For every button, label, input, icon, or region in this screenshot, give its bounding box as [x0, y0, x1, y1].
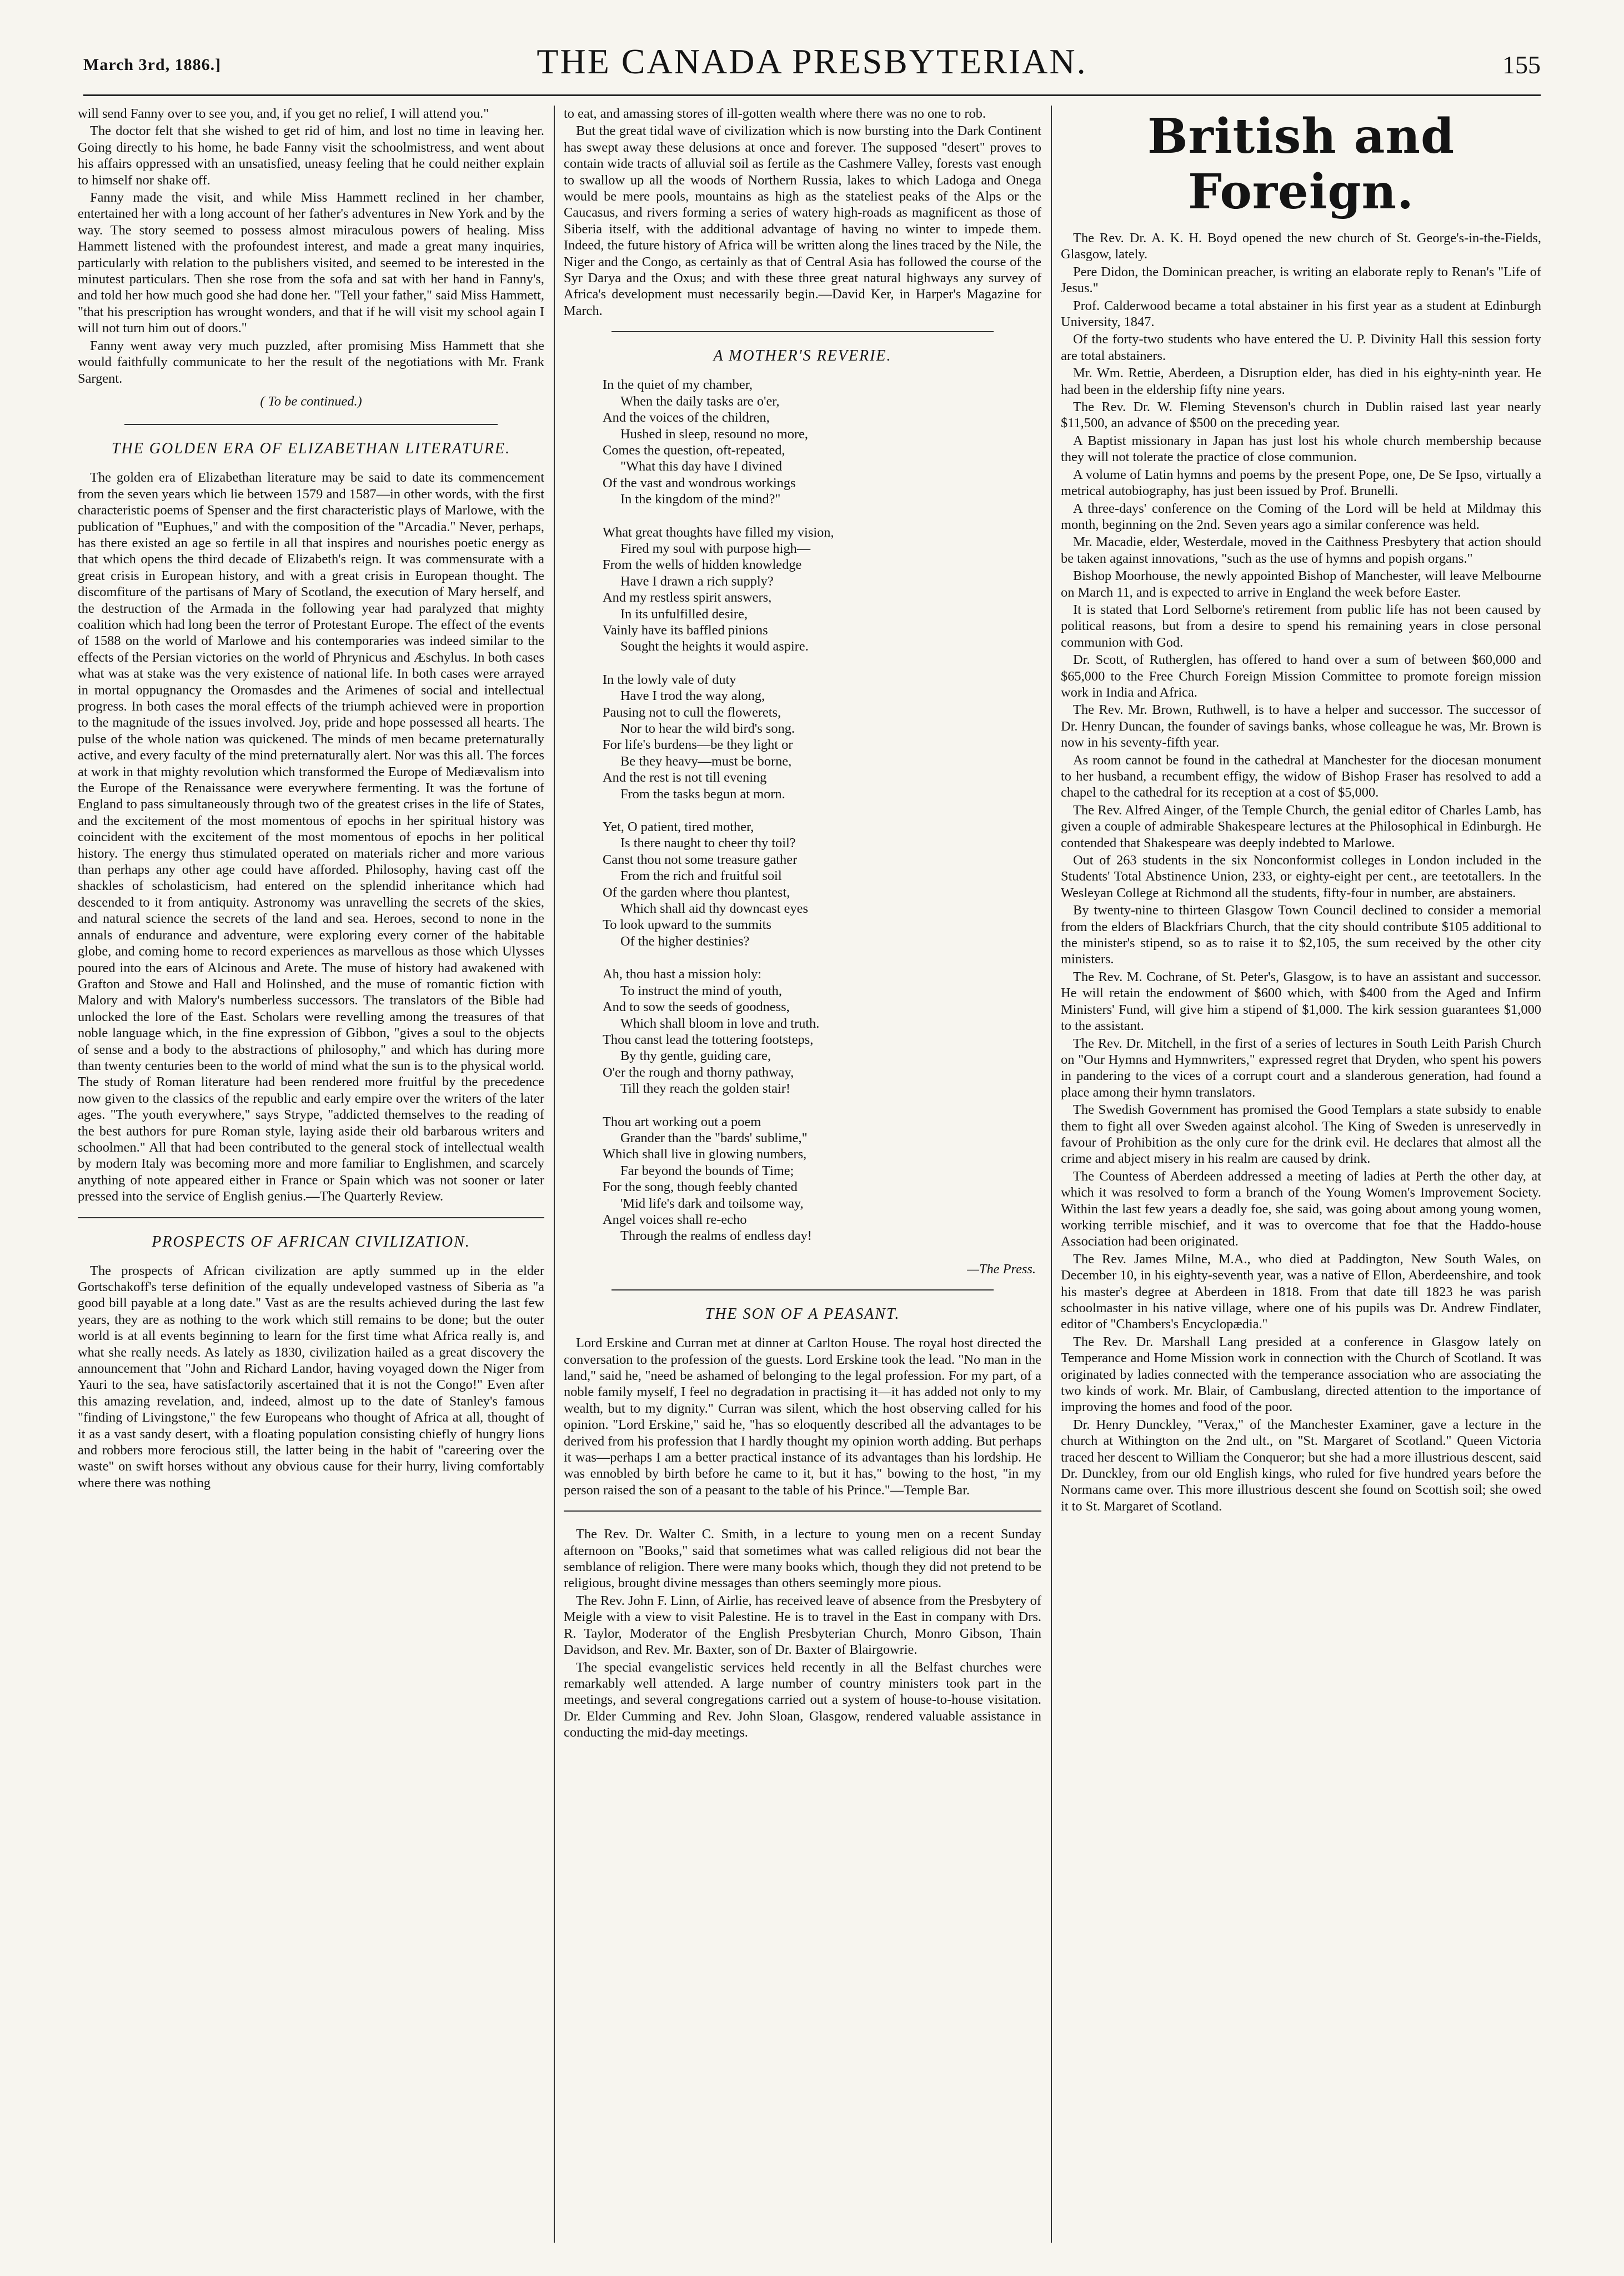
poem-line: Vainly have its baffled pinions	[603, 622, 768, 638]
news-item: The Rev. M. Cochrane, of St. Peter's, Glasgow, is to have an assistant and successor. He will retain the endowment of $600 which, with $400 from the Aged and Infirm Ministers' Fund, will give him a stipend of $1,000. The kirk session guarantees $1,000 to the assistant.	[1061, 969, 1541, 1034]
poem-line: And the voices of the children,	[603, 410, 770, 426]
news-item: Of the forty-two students who have entered the U. P. Divinity Hall this session forty are total abstainers.	[1061, 332, 1541, 363]
news-item: By twenty-nine to thirteen Glasgow Town Council declined to consider a memorial from the elders of Blackfriars Church, that the city should contribute $105 additional to the minister's stipend, so as to raise it to $2,105, the sum received by the other city ministers.	[1061, 903, 1541, 967]
section-divider	[78, 1217, 544, 1218]
poem-line: From the wells of hidden knowledge	[603, 557, 802, 573]
news-item: A three-days' conference on the Coming of the Lord will be held at Mildmay this month, beginning on the 2nd. Seven years ago a similar conference was held.	[1061, 501, 1541, 532]
peasant-title: THE SON OF A PEASANT.	[705, 1305, 900, 1323]
news-item: The Rev. Dr. A. K. H. Boyd opened the new church of St. George's-in-the-Fields, Glasgow, lately.	[1061, 231, 1541, 262]
news-item: The Rev. Dr. Mitchell, in the first of a series of lectures in South Leith Parish Church on "Our Hymns and Hymnwriters," expressed regret that Dryden, who spent his powers in pandering to the vices of a corrupt court and a slanderous generation, had found a place among their hymn translators.	[1061, 1036, 1541, 1100]
poem-line: O'er the rough and thorny pathway,	[603, 1064, 794, 1080]
poem-attribution: —The Press.	[967, 1261, 1036, 1277]
poem	[603, 377, 1041, 1244]
news-paragraph: The Rev. John F. Linn, of Airlie, has received leave of absence from the Presbytery of Meigle with a view to visit Palestine. He is to travel in the East in company with Drs. R. Taylor, Moderator of the English Presbyterian Church, Monro Gibson, Thain Davidson, and Rev. Mr. Baxter, son of Dr. Baxter of Blairgowrie.	[564, 1593, 1041, 1658]
poem-line: Of the garden where thou plantest,	[603, 884, 790, 900]
poem-line: Is there naught to cheer thy toil?	[620, 836, 796, 851]
poem-stanza	[603, 524, 1041, 655]
section-divider	[564, 1510, 1041, 1512]
poem-line: What great thoughts have filled my vision,	[603, 524, 834, 540]
poem-line: Grander than the "bards' sublime,"	[620, 1130, 808, 1145]
poem-line: Pausing not to cull the flowerets,	[603, 704, 781, 720]
poem-line: And to sow the seeds of goodness,	[603, 999, 790, 1015]
story-paragraph: will send Fanny over to see you, and, if you get no relief, I will attend you."	[78, 106, 489, 121]
news-item: The Rev. Dr. Marshall Lang presided at a conference in Glasgow lately on Temperance and Home Mission work in connection with the Church of Scotland. It was originated by ladies connected with the temperance association who are associating the two kinds of work. Mr. Blair, of Cambuslang, directed attention to the importance of improving the homes and food of the poor.	[1061, 1334, 1541, 1415]
article-paragraph: But the great tidal wave of civilization which is now bursting into the Dark Continent has swept away these delusions at once and forever. The supposed "desert" proves to contain wide tracts of alluvial soil as fertile as the Cashmere Valley, forests vast enough to swallow up all the woods of Northern Russia, lakes to which Ladoga and Onega would be mere pools, mountains as high as the stateliest peaks of the Alps or the Caucasus, and rivers forming a series of watery high-roads as magnificent as those of Siberia itself, with the additional advantage of having no winter to impede them. Indeed, the future history of Africa will be written along the lines traced by the Nile, the Niger and the Congo, as certainly as that of Central Asia has followed the course of the Syr Darya and the Oxus; and with these three great natural highways any survey of Africa's development must necessarily begin.—David Ker, in Harper's Magazine for March.	[564, 123, 1041, 318]
article-paragraph: The prospects of African civilization are aptly summed up in the elder Gortschakoff's terse definition of the equally undeveloped vastness of Siberia as "a good bill payable at a long date." Vast as are the results achieved during the last few years, they are as nothing to the work which still remains to be done; but the outer world is at all events beginning to learn for the first time what Africa really is, and what she really needs. As lately as 1830, civilization hailed as a great discovery the announcement that "John and Richard Landor, having voyaged down the Niger from Yauri to the sea, have satisfactorily ascertained that it is not the Congo!" Even after this amazing revelation, and, indeed, almost up to the date of Stanley's famous "finding of Livingstone," the few Europeans who thought of Africa at all, thought of it as a vast sandy desert, with a floating population consisting chiefly of hungry lions and robbers more ferocious still, the latter being in the habit of "careering over the waste" on swift horses without any obvious cause for their hurry, living comfortably where there was nothing	[78, 1263, 544, 1490]
poem-line: Canst thou not some treasure gather	[603, 852, 798, 867]
news-item: The Rev. Alfred Ainger, of the Temple Church, the genial editor of Charles Lamb, has given a couple of admirable Shakespeare lectures at the Philosophical in Edinburgh. He contended that Shakespeare was deeply indebted to Marlowe.	[1061, 802, 1541, 851]
poem-line: Far beyond the bounds of Time;	[620, 1163, 794, 1178]
poem-line: Have I trod the way along,	[620, 688, 765, 704]
column-3	[1061, 106, 1541, 2254]
poem-line: Have I drawn a rich supply?	[620, 573, 774, 589]
poem-line: And my restless spirit answers,	[603, 590, 772, 606]
article-paragraph: to eat, and amassing stores of ill-gotten wealth where there was no one to rob.	[564, 106, 986, 121]
prospects-title: PROSPECTS OF AFRICAN CIVILIZATION.	[152, 1233, 470, 1250]
to-be-continued: ( To be continued.)	[260, 393, 362, 409]
column-2	[564, 106, 1041, 2254]
section-divider	[611, 1289, 994, 1290]
news-paragraph: The Rev. Dr. Walter C. Smith, in a lecture to young men on a recent Sunday afternoon on "Books," said that sometimes what was called religious did not bear the semblance of religion. There were many books which, though they did not pretend to be religious, brought divine messages than others seemingly more pious.	[564, 1527, 1041, 1591]
poem-stanza	[603, 377, 1041, 507]
poem-line: For life's burdens—be they light or	[603, 737, 793, 753]
poem-line: "What this day have I divined	[620, 459, 783, 474]
poem-line: In its unfulfilled desire,	[620, 606, 748, 622]
poem-line: For the song, though feebly chanted	[603, 1179, 798, 1195]
column-1	[78, 106, 544, 2254]
poem-line: Thou art working out a poem	[603, 1114, 761, 1129]
poem-line: 'Mid life's dark and toilsome way,	[620, 1195, 804, 1211]
news-item: The Rev. Mr. Brown, Ruthwell, is to have a helper and successor. The successor of Dr. Henry Duncan, the founder of savings banks, whose colleague he was, Mr. Brown is now in his seventy-fifth year.	[1061, 702, 1541, 751]
poem-line: Which shall aid thy downcast eyes	[620, 901, 808, 917]
poem-line: Comes the question, oft-repeated,	[603, 442, 785, 458]
news-item: As room cannot be found in the cathedral at Manchester for the diocesan monument to her husband, a recumbent effigy, the widow of Bishop Fraser has resolved to add a chapel to the cathedral for its reception at a cost of $5,000.	[1061, 752, 1541, 801]
section-divider	[124, 424, 498, 425]
poem-line: Hushed in sleep, resound no more,	[620, 426, 809, 442]
poem-line: Yet, O patient, tired mother,	[603, 819, 754, 835]
poem-line: By thy gentle, guiding care,	[620, 1048, 771, 1064]
poem-line: From the rich and fruitful soil	[620, 868, 782, 884]
news-item: Prof. Calderwood became a total abstainer in his first year as a student at Edinburgh University, 1847.	[1061, 298, 1541, 330]
poem-line: Through the realms of endless day!	[620, 1228, 812, 1244]
news-item: The Rev. Dr. W. Fleming Stevenson's church in Dublin raised last year nearly $11,500, an advance of $500 on the preceding year.	[1061, 399, 1541, 431]
news-item: A Baptist missionary in Japan has just lost his whole church membership because they will not tolerate the practice of close communion.	[1061, 433, 1541, 465]
page-number: 155	[1502, 51, 1541, 79]
poem-stanza	[603, 1114, 1041, 1244]
news-item: It is stated that Lord Selborne's retirement from public life has not been caused by political reasons, but from a desire to spend his remaining years in close personal communion with God.	[1061, 602, 1541, 650]
poem-line: Be they heavy—must be borne,	[620, 753, 792, 769]
golden-era-title: THE GOLDEN ERA OF ELIZABETHAN LITERATURE.	[111, 440, 511, 458]
column-divider	[1051, 106, 1052, 2243]
story-paragraph: The doctor felt that she wished to get rid of him, and lost no time in leaving her. Going directly to his home, he bade Fanny visit the schoolmistress, and went about his affairs oppressed with an unsatisfied, uneasy feeling that he could neither explain to himself nor shake off.	[78, 123, 544, 188]
news-item: Dr. Henry Dunckley, "Verax," of the Manchester Examiner, gave a lecture in the church at Withington on the 2nd ult., on "St. Margaret of Scotland." Queen Victoria traced her descent to William the Conqueror; but she had a more illustrious descent, said Dr. Dunckley, from our old English kings, who ruled for five hundred years before the Normans came over. This more illustrious descent she found on Scottish soil; she owed it to St. Margaret of Scotland.	[1061, 1417, 1541, 1514]
poem-line: In the lowly vale of duty	[603, 672, 736, 687]
poem-line: Of the vast and wondrous workings	[603, 475, 796, 491]
poem-line: Of the higher destinies?	[620, 933, 750, 949]
masthead-title: THE CANADA PRESBYTERIAN.	[537, 42, 1087, 81]
poem-line: From the tasks begun at morn.	[620, 786, 785, 802]
poem-stanza	[603, 819, 1041, 949]
british-and-foreign-title: British and Foreign.	[1147, 108, 1455, 220]
poem-line: Sought the heights it would aspire.	[620, 639, 809, 654]
poem-line: And the rest is not till evening	[603, 770, 767, 786]
poem-line: Angel voices shall re-echo	[603, 1212, 747, 1227]
reverie-title: A MOTHER'S REVERIE.	[713, 347, 892, 365]
column-divider	[554, 106, 555, 2243]
poem-line: Thou canst lead the tottering footsteps,	[603, 1032, 814, 1047]
news-paragraph: The special evangelistic services held recently in all the Belfast churches were remarkably well attended. A large number of country ministers took part in the meetings, and several congregations carried out a system of house-to-house visitation. Dr. Elder Cumming and Rev. John Sloan, Glasgow, rendered valuable assistance in conducting the mid-day meetings.	[564, 1659, 1041, 1740]
news-item: Pere Didon, the Dominican preacher, is writing an elaborate reply to Renan's "Life of Jesus."	[1061, 264, 1541, 296]
poem-line: In the kingdom of the mind?"	[620, 492, 781, 507]
news-item: Dr. Scott, of Rutherglen, has offered to hand over a sum of between $60,000 and $65,000 to the Free Church Foreign Mission Committee to promote foreign mission work in India and Africa.	[1061, 652, 1541, 700]
news-item: Mr. Macadie, elder, Westerdale, moved in the Caithness Presbytery that action should be taken against innovations, "such as the use of hymns and popish organs."	[1061, 534, 1541, 566]
issue-date: March 3rd, 1886.]	[83, 56, 222, 74]
poem-stanza	[603, 966, 1041, 1097]
story-paragraph: Fanny made the visit, and while Miss Hammett reclined in her chamber, entertained her with a long account of her father's adventures in New York and by the way. The story seemed to possess almost miraculous powers of healing. Miss Hammett listened with the profoundest interest, and made a great many inquiries, particularly with relation to the publishers visited, and seemed to be interested in the minutest particulars. Then she rose from the sofa and sat with her hand in Fanny's, and told her how much good she had done her. "Tell your father," said Miss Hammett, "that his prescription has wrought wonders, and that if he will visit my school again I will not turn him out of doors."	[78, 190, 544, 336]
poem-line: Nor to hear the wild bird's song.	[620, 721, 795, 736]
section-divider	[611, 331, 994, 332]
poem-line: Ah, thou hast a mission holy:	[603, 967, 761, 982]
poem-line: Which shall live in glowing numbers,	[603, 1147, 807, 1162]
poem-line: To look upward to the summits	[603, 917, 771, 933]
news-item: The Countess of Aberdeen addressed a meeting of ladies at Perth the other day, at which it was resolved to form a branch of the Young Women's Improvement Society. Within the last few years a deadly foe, she said, was going about among young women, working terrible mischief, and it was to overcome that foe that the Haddo-house Association had been originated.	[1061, 1168, 1541, 1249]
article-paragraph: Lord Erskine and Curran met at dinner at Carlton House. The royal host directed the conversation to the profession of the guests. Lord Erskine took the lead. "No man in the land," said he, "need be ashamed of belonging to the legal profession. For my part, of a noble family myself, I feel no degradation in practising it—it has added not only to my wealth, but to my dignity." Curran was silent, which the host observing called for his opinion. "Lord Erskine," said he, "has so eloquently described all the advantages to be derived from his profession that I hardly thought my opinion worth adding. But perhaps it was—perhaps I am a better practical instance of its advantages than his lordship. He was ennobled by birth before he came to it, but it has," bowing to the host, "in my person raised the son of a peasant to the table of his Prince."—Temple Bar.	[564, 1335, 1041, 1498]
page-header	[83, 33, 1541, 96]
news-item: Bishop Moorhouse, the newly appointed Bishop of Manchester, will leave Melbourne on March 11, and is expected to arrive in England the week before Easter.	[1061, 568, 1541, 600]
poem-line: Till they reach the golden stair!	[620, 1081, 790, 1097]
news-item: The Rev. James Milne, M.A., who died at Paddington, New South Wales, on December 10, in his eighty-seventh year, was a native of Ellon, Aberdeenshire, and took his master's degree at Aberdeen in 1818. From that date till 1823 he was parish schoolmaster in his native village, where one of his pupils was Dr. Andrew Findlater, editor of "Chambers's Encyclopædia."	[1061, 1251, 1541, 1332]
news-item: Mr. Wm. Rettie, Aberdeen, a Disruption elder, has died in his eighty-ninth year. He had been in the eldership fifty nine years.	[1061, 366, 1541, 397]
article-paragraph: The golden era of Elizabethan literature may be said to date its commencement from the seven years which lie between 1579 and 1587—in other words, with the first characteristic poems of Spenser and the first characteristic plays of Marlowe, with the publication of "Euphues," and with the composition of the "Arcadia." Never, perhaps, has there existed an age so fertile in all that inspires and nourishes poetic energy as that which opens the third decade of Elizabeth's reign. It was commensurate with a great crisis in European history, and with a great crisis in European thought. The discomfiture of the partisans of Mary of Scotland, the execution of Mary herself, and the destruction of the Armada in the following year had paralyzed that mighty coalition which had long been the terror of Protestant Europe. The effect of the events of 1588 on the world of Marlowe and his contemporaries was indeed similar to the effects of the Persian victories on the world of Phrynicus and Æschylus. In both cases what was at stake was the very existence of national life. In both cases were arrayed in mortal oppugnancy the Oromasdes and the Arimenes of social and intellectual progress. In both cases the moral effects of the triumph achieved were in proportion to the magnitude of the issues involved. Joy, pride and hope possessed all hearts. The pulse of the whole nation was quickened. The minds of men became preternaturally active, and every faculty of the mind preternaturally alert. Nor was this all. The forces at work in that mighty revolution which transformed the Europe of Mediævalism into the Europe of the Renaissance were everywhere fermenting. It was the fortune of England to pass simultaneously through two of the greatest crises in the life of States, and the excitement of the most momentous of epochs in her spiritual history was coincident with the excitement of the most momentous of epochs in her political history. The energy thus stimulated operated on materials richer and more various than perhaps any other age could have afforded. Philosophy, having cast off the shackles of scholasticism, had entered on the splendid inheritance which had descended to it from antiquity. Astronomy was unravelling the secrets of the skies, and natural science the secrets of the land and sea. Heroes, second to none in the annals of endurance and adventure, were exploring every corner of the habitable globe, and coming home to record experiences as marvellous as those which Ulysses poured into the ears of Alcinous and Arete. The muse of history had awakened with Grafton and Stowe and Hall and Holinshed, and the muse of romantic fiction with Malory and with Malory's numberless successors. The translators of the Bible had unlocked the lore of the East. Scholars were revelling among the treasures of that noble language which, in the fine expression of Gibbon, "gives a soul to the objects of sense and a body to the abstractions of philosophy," and which has during more than twenty centuries been to the world of mind what the sun is to the physical world. The study of Roman literature had been rendered more fruitful by the precedence now given to the classics of the republic and early empire over the writers of the later ages. "The youth everywhere," says Strype, "addicted themselves to the reading of the best authors for pure Roman style, laying aside their old barbarous writers and schoolmen." All that had been contributed to the general stock of intellectual wealth by modern Italy was becoming more and more familiar to Englishmen, and scarcely anything of note appeared either in France or Spain which was not sooner or later pressed into the service of English genius.—The Quarterly Review.	[78, 470, 544, 1204]
poem-stanza	[603, 672, 1041, 802]
poem-line: In the quiet of my chamber,	[603, 377, 753, 393]
story-paragraph: Fanny went away very much puzzled, after promising Miss Hammett that she would faithfully communicate to her the result of the negotiations with Mr. Frank Sargent.	[78, 338, 544, 386]
news-item: A volume of Latin hymns and poems by the present Pope, one, De Se Ipso, virtually a metrical autobiography, has just been issued by Prof. Brunelli.	[1061, 467, 1541, 499]
poem-line: Which shall bloom in love and truth.	[620, 1016, 820, 1031]
poem-line: When the daily tasks are o'er,	[620, 393, 780, 409]
poem-line: To instruct the mind of youth,	[620, 983, 782, 998]
poem-line: Fired my soul with purpose high—	[620, 541, 811, 556]
news-item: The Swedish Government has promised the Good Templars a state subsidy to enable them to fight all over Sweden against alcohol. The King of Sweden is unreservedly in favour of Prohibition as the only cure for the drink evil. He declares that almost all the crime and abject misery in his realm are caused by drink.	[1061, 1102, 1541, 1167]
news-item: Out of 263 students in the six Nonconformist colleges in London included in the Students' Total Abstinence Union, 233, or eighty-eight per cent., are teetotallers. In the Wesleyan College at Richmond all the students, fifty-four in number, are abstainers.	[1061, 853, 1541, 901]
